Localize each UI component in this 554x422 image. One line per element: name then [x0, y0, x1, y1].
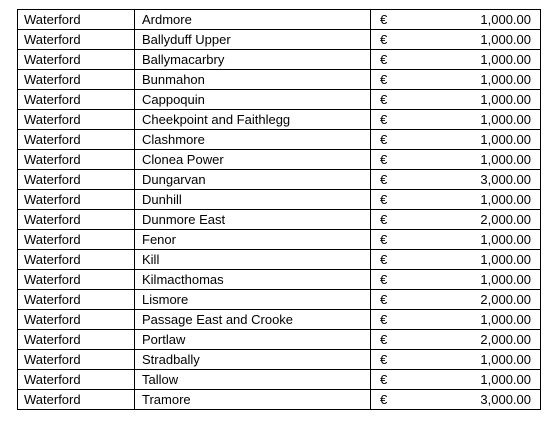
- county-cell: Waterford: [18, 210, 135, 230]
- amount-cell: [371, 30, 541, 50]
- location-cell: Dungarvan: [135, 170, 371, 190]
- county-cell: Waterford: [18, 370, 135, 390]
- amount-value: 3,000.00: [480, 392, 531, 407]
- table-row: [18, 390, 541, 410]
- county-cell: Waterford: [18, 150, 135, 170]
- amount-value: 1,000.00: [480, 12, 531, 27]
- amount-value: 1,000.00: [480, 72, 531, 87]
- location-cell: Cheekpoint and Faithlegg: [135, 110, 371, 130]
- currency-symbol: €: [380, 132, 388, 147]
- currency-symbol: €: [380, 212, 388, 227]
- county-cell: Waterford: [18, 10, 135, 30]
- currency-symbol: €: [380, 312, 388, 327]
- amount-value: 2,000.00: [480, 212, 531, 227]
- amount-cell: [371, 150, 541, 170]
- currency-symbol: €: [380, 92, 388, 107]
- amount-value: 1,000.00: [480, 52, 531, 67]
- amount-cell: [371, 10, 541, 30]
- amount-cell: [371, 250, 541, 270]
- amount-value: 2,000.00: [480, 292, 531, 307]
- table-row: [18, 30, 541, 50]
- location-cell: Clashmore: [135, 130, 371, 150]
- location-cell: Tramore: [135, 390, 371, 410]
- table-row: [18, 350, 541, 370]
- amount-cell: [371, 230, 541, 250]
- location-cell: Bunmahon: [135, 70, 371, 90]
- county-cell: Waterford: [18, 110, 135, 130]
- location-cell: Ballymacarbry: [135, 50, 371, 70]
- currency-symbol: €: [380, 292, 388, 307]
- amount-cell: [371, 70, 541, 90]
- location-cell: Ballyduff Upper: [135, 30, 371, 50]
- currency-symbol: €: [380, 192, 388, 207]
- amount-value: 1,000.00: [480, 272, 531, 287]
- table-row: [18, 170, 541, 190]
- table-row: [18, 310, 541, 330]
- amount-value: 1,000.00: [480, 92, 531, 107]
- amount-cell: [371, 390, 541, 410]
- county-cell: Waterford: [18, 170, 135, 190]
- table-row: [18, 130, 541, 150]
- location-cell: Passage East and Crooke: [135, 310, 371, 330]
- amount-value: 2,000.00: [480, 332, 531, 347]
- amount-value: 1,000.00: [480, 372, 531, 387]
- location-cell: Lismore: [135, 290, 371, 310]
- location-cell: Dunhill: [135, 190, 371, 210]
- county-cell: Waterford: [18, 250, 135, 270]
- table-row: [18, 10, 541, 30]
- table-row: [18, 370, 541, 390]
- table-row: [18, 50, 541, 70]
- county-cell: Waterford: [18, 290, 135, 310]
- amount-cell: [371, 90, 541, 110]
- table-row: [18, 210, 541, 230]
- location-cell: Cappoquin: [135, 90, 371, 110]
- amount-value: 1,000.00: [480, 192, 531, 207]
- amount-value: 1,000.00: [480, 152, 531, 167]
- currency-symbol: €: [380, 112, 388, 127]
- currency-symbol: €: [380, 332, 388, 347]
- county-cell: Waterford: [18, 50, 135, 70]
- table-row: [18, 70, 541, 90]
- county-cell: Waterford: [18, 70, 135, 90]
- county-cell: Waterford: [18, 390, 135, 410]
- county-cell: Waterford: [18, 130, 135, 150]
- amount-value: 1,000.00: [480, 352, 531, 367]
- table-row: [18, 150, 541, 170]
- county-cell: Waterford: [18, 350, 135, 370]
- location-cell: Kilmacthomas: [135, 270, 371, 290]
- amount-cell: [371, 50, 541, 70]
- county-cell: Waterford: [18, 330, 135, 350]
- table-row: [18, 230, 541, 250]
- location-cell: Tallow: [135, 370, 371, 390]
- amount-value: 1,000.00: [480, 112, 531, 127]
- county-cell: Waterford: [18, 90, 135, 110]
- currency-symbol: €: [380, 232, 388, 247]
- currency-symbol: €: [380, 32, 388, 47]
- table-row: [18, 270, 541, 290]
- location-cell: Clonea Power: [135, 150, 371, 170]
- county-cell: Waterford: [18, 310, 135, 330]
- currency-symbol: €: [380, 392, 388, 407]
- grants-table-body: [18, 10, 541, 410]
- currency-symbol: €: [380, 252, 388, 267]
- amount-value: 1,000.00: [480, 132, 531, 147]
- currency-symbol: €: [380, 152, 388, 167]
- currency-symbol: €: [380, 72, 388, 87]
- amount-value: 1,000.00: [480, 252, 531, 267]
- location-cell: Fenor: [135, 230, 371, 250]
- grants-table: [17, 9, 541, 410]
- currency-symbol: €: [380, 272, 388, 287]
- location-cell: Ardmore: [135, 10, 371, 30]
- amount-cell: [371, 330, 541, 350]
- table-row: [18, 250, 541, 270]
- county-cell: Waterford: [18, 190, 135, 210]
- table-row: [18, 90, 541, 110]
- currency-symbol: €: [380, 372, 388, 387]
- table-row: [18, 190, 541, 210]
- currency-symbol: €: [380, 172, 388, 187]
- table-row: [18, 290, 541, 310]
- table-row: [18, 330, 541, 350]
- currency-symbol: €: [380, 52, 388, 67]
- amount-cell: [371, 350, 541, 370]
- currency-symbol: €: [380, 12, 388, 27]
- table-row: [18, 110, 541, 130]
- amount-cell: [371, 270, 541, 290]
- amount-value: 1,000.00: [480, 312, 531, 327]
- currency-symbol: €: [380, 352, 388, 367]
- location-cell: Portlaw: [135, 330, 371, 350]
- amount-cell: [371, 130, 541, 150]
- amount-cell: [371, 110, 541, 130]
- county-cell: Waterford: [18, 270, 135, 290]
- amount-value: 3,000.00: [480, 172, 531, 187]
- location-cell: Stradbally: [135, 350, 371, 370]
- amount-cell: [371, 290, 541, 310]
- county-cell: Waterford: [18, 230, 135, 250]
- amount-value: 1,000.00: [480, 32, 531, 47]
- amount-cell: [371, 210, 541, 230]
- amount-cell: [371, 370, 541, 390]
- amount-value: 1,000.00: [480, 232, 531, 247]
- location-cell: Dunmore East: [135, 210, 371, 230]
- county-cell: Waterford: [18, 30, 135, 50]
- location-cell: Kill: [135, 250, 371, 270]
- amount-cell: [371, 310, 541, 330]
- amount-cell: [371, 190, 541, 210]
- amount-cell: [371, 170, 541, 190]
